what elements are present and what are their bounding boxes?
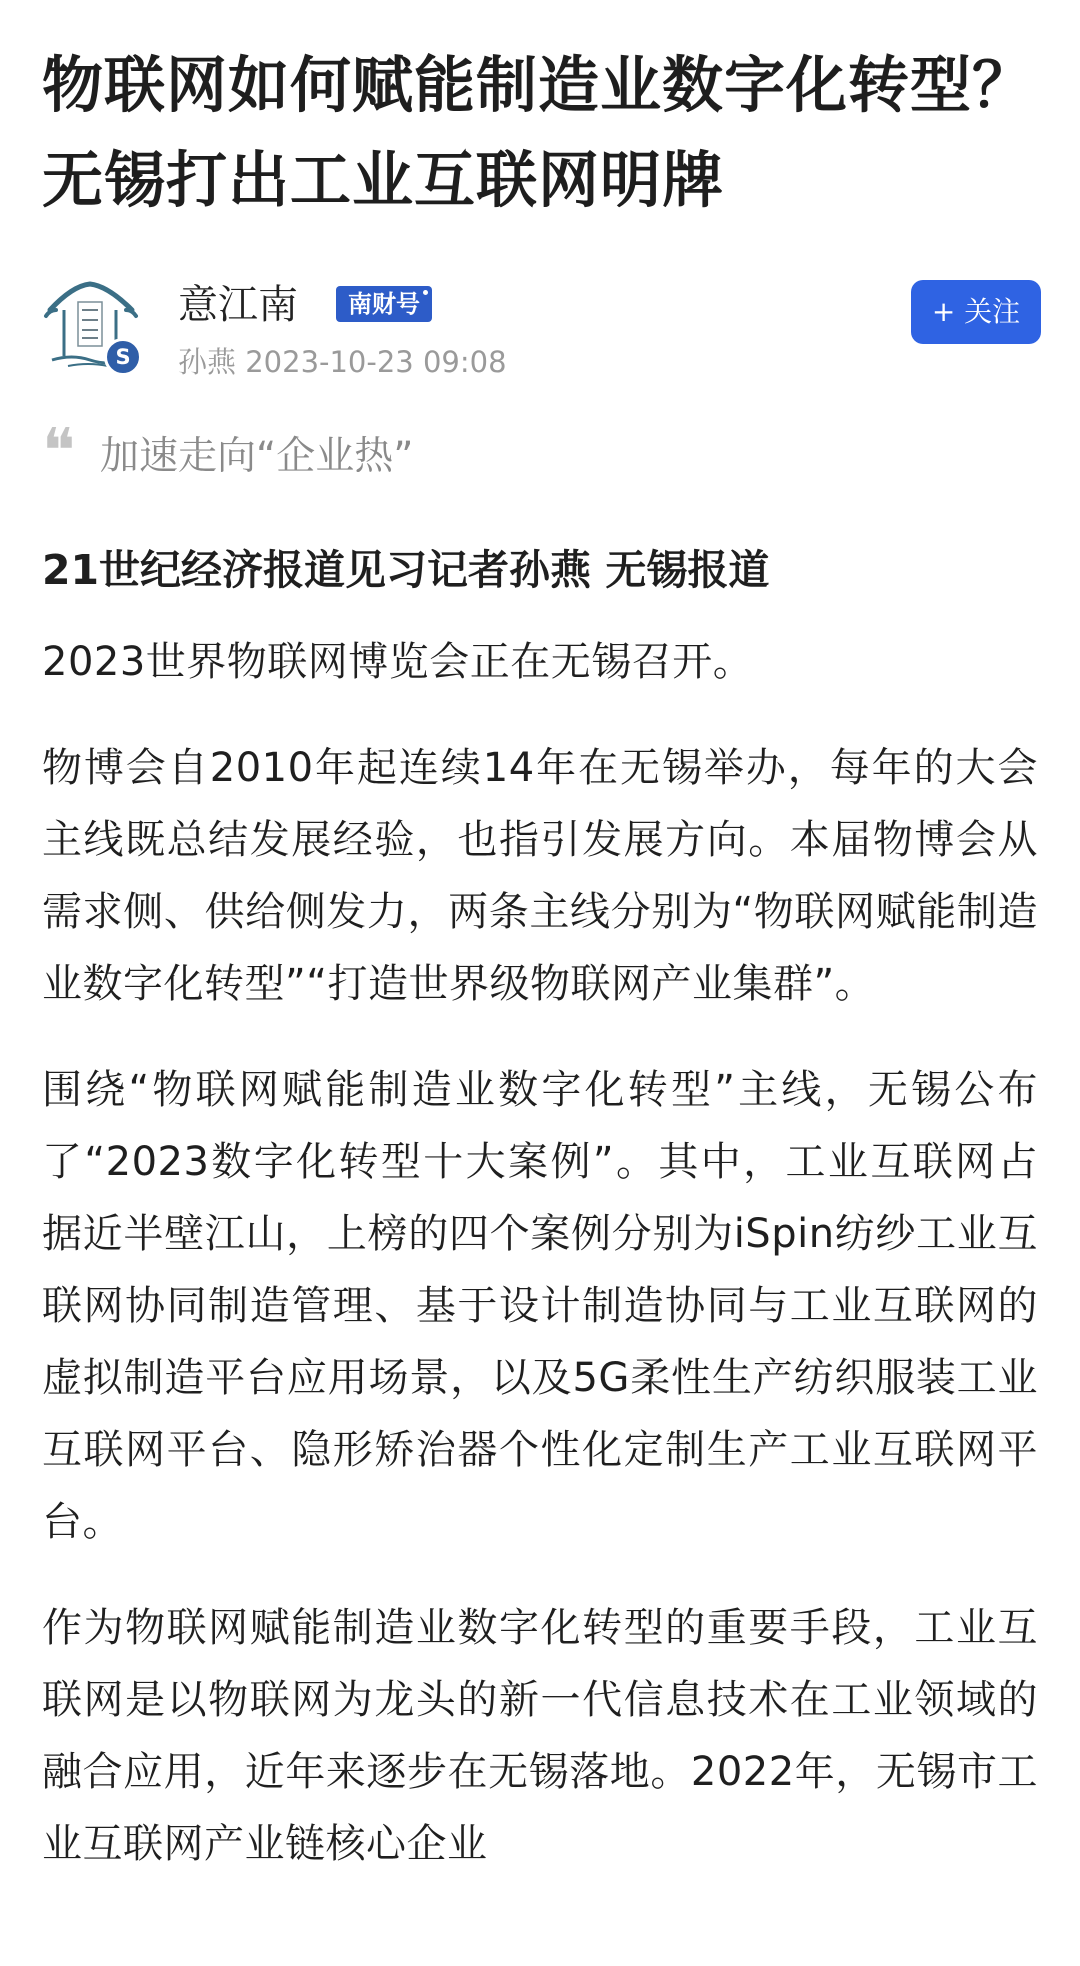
summary-text: 加速走向“企业热” <box>100 434 414 479</box>
article-byline: 21世纪经济报道见习记者孙燕 无锡报道 <box>42 546 770 594</box>
verified-badge-icon: S <box>104 338 142 376</box>
article-summary <box>42 414 1038 522</box>
quote-mark-icon: ❝ <box>42 414 76 487</box>
follow-button[interactable]: + 关注 <box>911 280 1041 344</box>
author-tag-badge <box>336 286 432 322</box>
article-paragraph: 作为物联网赋能制造业数字化转型的重要手段，工业互联网是以物联网为龙头的新一代信息技术在工业领域的融合应用，近年来逐步在无锡落地。2022年，无锡市工业互联网产业链核心企业 <box>42 1605 1038 1867</box>
author-meta: 孙燕 2023-10-23 09:08 <box>178 345 507 379</box>
author-tag-label: 南财号 <box>348 290 420 318</box>
article-paragraph: 围绕“物联网赋能制造业数字化转型”主线，无锡公布了“2023数字化转型十大案例”。其中，工业互联网占据近半壁江山，上榜的四个案例分别为iSpin纺纱工业互联网协同制造管理、基于设计制造协同与工业互联网的虚拟制造平台应用场景，以及5G柔性生产纺织服装工业互联网平台、隐形矫治器个性化定制生产工业互联网平台。 <box>42 1067 1038 1545</box>
tag-dot-icon <box>423 290 428 295</box>
author-row <box>42 276 1038 426</box>
article-title: 物联网如何赋能制造业数字化转型？无锡打出工业互联网明牌 <box>42 50 1035 216</box>
avatar[interactable] <box>42 276 150 384</box>
article-paragraph: 物博会自2010年起连续14年在无锡举办，每年的大会主线既总结发展经验，也指引发展方向。本届物博会从需求侧、供给侧发力，两条主线分别为“物联网赋能制造业数字化转型”“打造世界级物联网产业集群”。 <box>42 745 1038 1007</box>
article-paragraph: 2023世界物联网博览会正在无锡召开。 <box>42 639 754 685</box>
article-page <box>42 0 1038 1880</box>
author-name[interactable]: 意江南 <box>178 282 298 328</box>
